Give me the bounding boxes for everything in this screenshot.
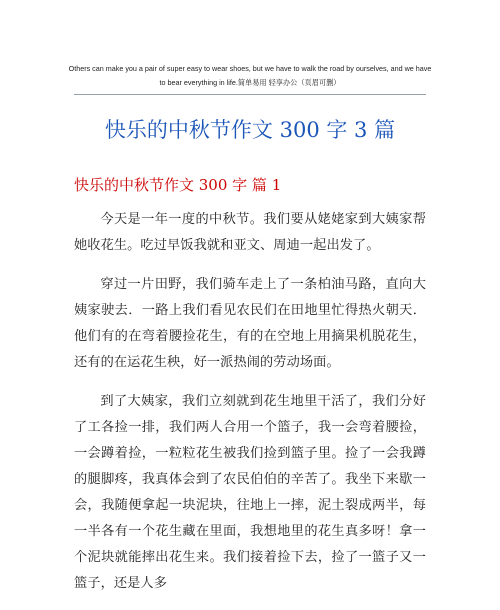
paragraph: 到了大姨家，我们立刻就到花生地里干活了，我们分好了工各捡一排，我们两人合用一个篮子，我一会弯着腰捡，一会蹲着捡，一粒粒花生被我们捡到篮子里。捡了一会我蹲的腿脚疼，我真体会到了农民伯伯的辛苦了。我坐下来歇一会，我随便拿起一块泥块，往地上一摔，泥土裂成两半，每一半各有一个花生藏在里面，我想地里的花生真多呀！拿一个泥块就能摔出花生来。我们接着捡下去，捡了一篮子又一篮子，还是人多 [74, 394, 426, 591]
paragraph: 今天是一年一度的中秋节。我们要从姥姥家到大姨家帮她收花生。吃过早饭我就和亚文、周迪一起出发了。 [74, 212, 426, 253]
page-header [60, 62, 440, 90]
document-body [74, 207, 426, 610]
header-line-chinese: to bear everything in life.简单易用 轻享办公（页眉可删） [159, 78, 341, 87]
section-title: 快乐的中秋节作文 300 字 篇 1 [74, 176, 282, 194]
paragraph: 穿过一片田野，我们骑车走上了一条柏油马路，直向大姨家驶去．一路上我们看见农民们在田地里忙得热火朝天．他们有的在弯着腰捡花生，有的在空地上用摘果机脱花生，还有的在运花生秧，好一派热闹的劳动场面。 [74, 277, 426, 370]
header-line-english: Others can make you a pair of super easy to wear shoes, but we have to walk the road by ourselves, and we have [68, 64, 432, 73]
document-title: 快乐的中秋节作文 300 字 3 篇 [104, 118, 396, 142]
header-divider [74, 94, 426, 95]
